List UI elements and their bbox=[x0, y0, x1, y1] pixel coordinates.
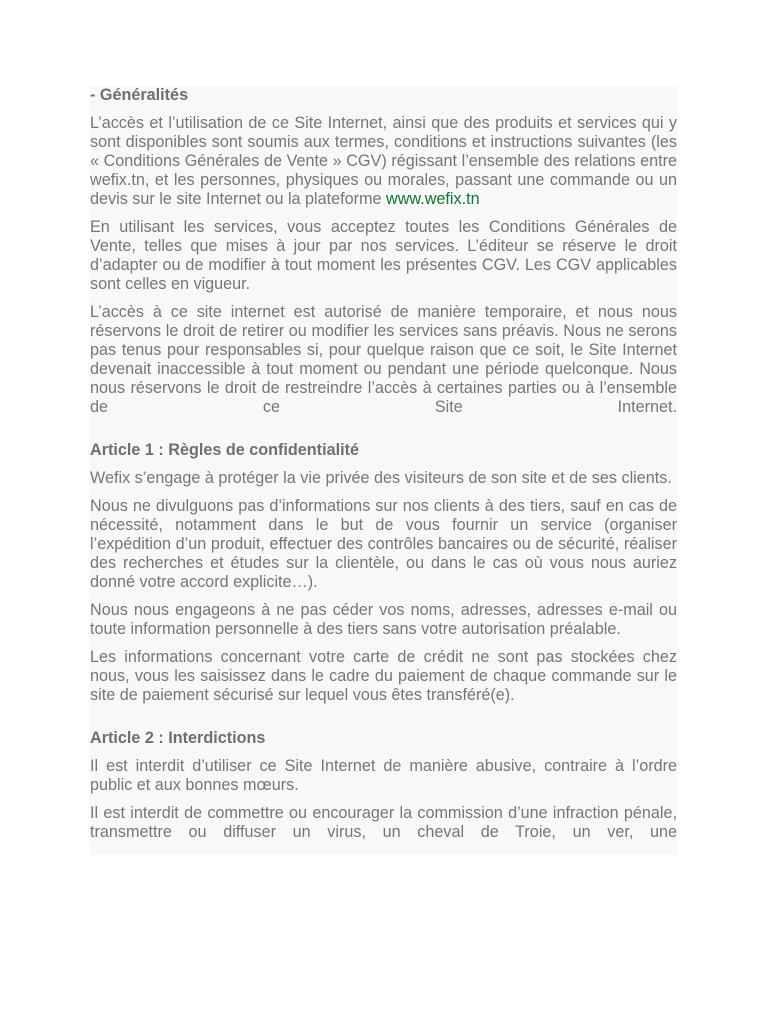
generalites-paragraph-3: L’accès à ce site internet est autorisé de manière temporaire, et nous nous réservons le droit de retirer ou modifier les services sans préavis. Nous ne serons pas tenus pour responsables si, pour quelque raison que ce soit, le Site Internet devenait inaccessible à tout moment ou pendant une période quelconque. Nous nous réservons le droit de restreindre l’accès à certaines parties ou à l’ensemble de ce Site Internet. bbox=[90, 303, 677, 416]
generalites-paragraph-1-text: L’accès et l’utilisation de ce Site Internet, ainsi que des produits et services qui y sont disponibles sont soumis aux termes, conditions et instructions suivantes (les « Conditions Générales de Vente » CGV) régissant l’ensemble des relations entre wefix.tn, et les personnes, physiques ou morales, passant une commande ou un devis sur le site Internet ou la plateforme bbox=[90, 114, 677, 208]
article2-paragraph-2: Il est interdit de commettre ou encourager la commission d’une infraction pénale, transmettre ou diffuser un virus, un cheval de Troie, un ver, une bbox=[90, 804, 677, 841]
article1-paragraph-1: Wefix s’engage à protéger la vie privée des visiteurs de son site et de ses clients. bbox=[90, 469, 672, 487]
generalites-paragraph-1 bbox=[90, 114, 677, 209]
generalites-paragraph-2: En utilisant les services, vous acceptez toutes les Conditions Générales de Vente, telles que mises à jour par nos services. L’éditeur se réserve le droit d’adapter ou de modifier à tout moment les présentes CGV. Les CGV applicables sont celles en vigueur. bbox=[90, 218, 677, 293]
article1-paragraph-4: Les informations concernant votre carte de crédit ne sont pas stockées chez nous, vous les saisissez dans le cadre du paiement de chaque commande sur le site de paiement sécurisé sur lequel vous êtes transféré(e). bbox=[90, 648, 677, 704]
section-heading-article-1: Article 1 : Règles de confidentialité bbox=[90, 441, 359, 459]
section-heading-article-2: Article 2 : Interdictions bbox=[90, 729, 266, 747]
article2-paragraph-1: Il est interdit d’utiliser ce Site Internet de manière abusive, contraire à l’ordre public et aux bonnes mœurs. bbox=[90, 757, 677, 794]
article1-paragraph-2: Nous ne divulguons pas d’informations sur nos clients à des tiers, sauf en cas de nécessité, notamment dans le but de vous fournir un service (organiser l’expédition d’un produit, effectuer des contrôles bancaires ou de sécurité, réaliser des recherches et études sur la clientèle, ou dans le cas où vous nous auriez donné votre accord explicite…). bbox=[90, 497, 677, 591]
article1-paragraph-3: Nous nous engageons à ne pas céder vos noms, adresses, adresses e-mail ou toute information personnelle à des tiers sans votre autorisation préalable. bbox=[90, 601, 677, 638]
wefix-website-link[interactable]: www.wefix.tn bbox=[386, 190, 480, 208]
document-page bbox=[90, 86, 677, 855]
section-heading-generalites: - Généralités bbox=[90, 86, 189, 104]
